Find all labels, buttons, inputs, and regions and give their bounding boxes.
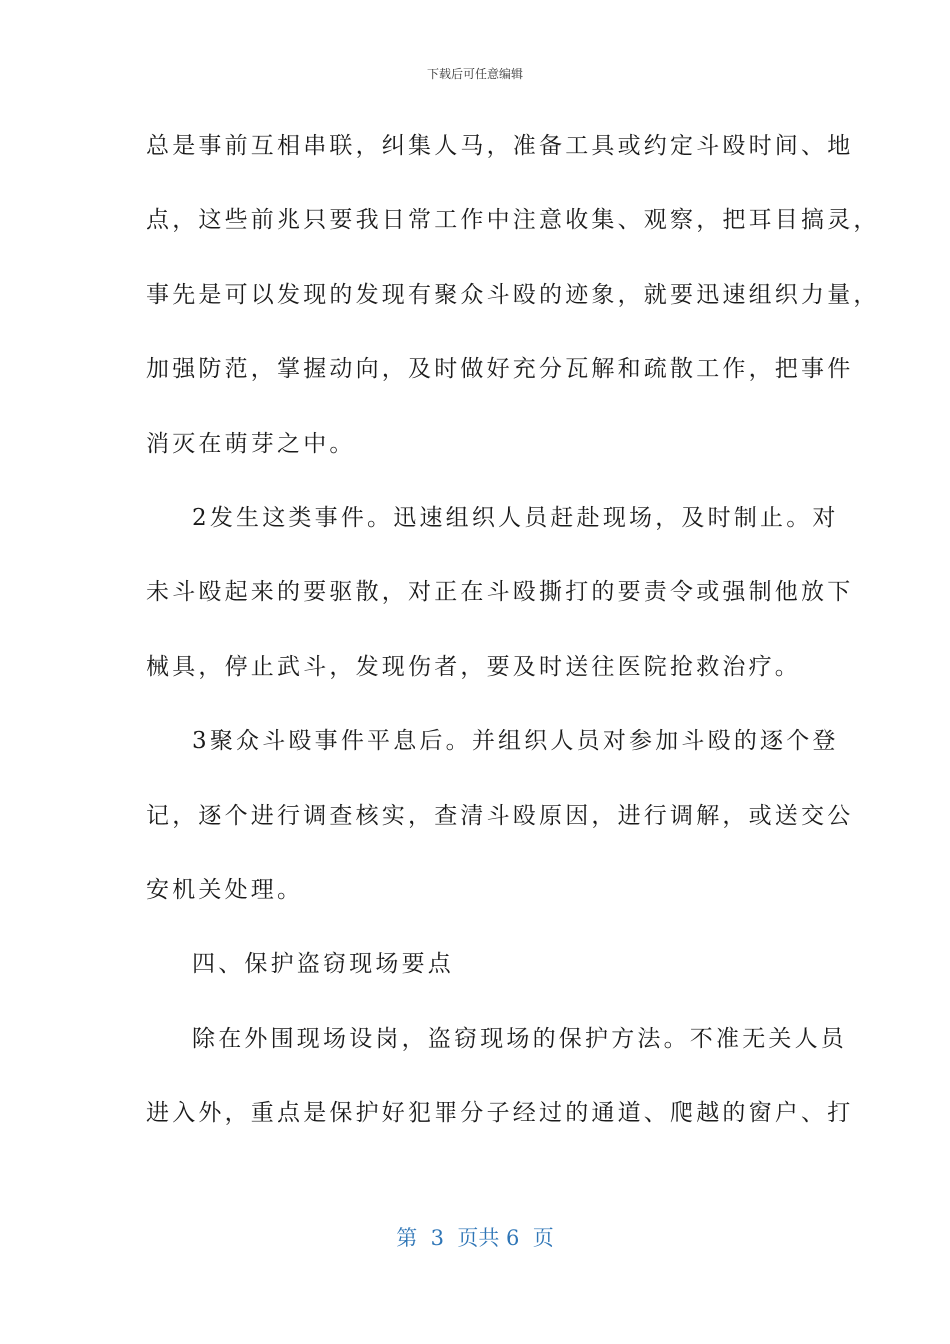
body-line: 进入外，重点是保护好犯罪分子经过的通道、爬越的窗户、打 (146, 1100, 854, 1127)
paragraph-start-line: 除在外围现场设岗，盗窃现场的保护方法。不准无关人员 (192, 1025, 847, 1052)
body-line: 加强防范，掌握动向，及时做好充分瓦解和疏散工作，把事件 (146, 356, 854, 383)
page-number-footer: 第 3 页共 6 页 (396, 1226, 554, 1250)
body-line: 消灭在萌芽之中。 (146, 430, 356, 457)
body-line: 未斗殴起来的要驱散，对正在斗殴撕打的要责令或强制他放下 (146, 579, 854, 606)
body-line: 械具，停止武斗，发现伤者，要及时送往医院抢救治疗。 (146, 653, 801, 680)
paragraph-start-line: 3聚众斗殴事件平息后。并组织人员对参加斗殴的逐个登 (192, 728, 839, 755)
section-heading: 四、保护盗窃现场要点 (192, 951, 454, 978)
paragraph-start-line: 2发生这类事件。迅速组织人员赶赴现场，及时制止。对 (192, 504, 839, 531)
page-header: 下载后可任意编辑 (426, 67, 523, 81)
body-line: 总是事前互相串联，纠集人马，准备工具或约定斗殴时间、地 (146, 133, 854, 159)
body-line: 点，这些前兆只要我日常工作中注意收集、观察，把耳目搞灵， (146, 207, 880, 234)
body-line: 记，逐个进行调查核实，查清斗殴原因，进行调解，或送交公 (146, 802, 854, 829)
body-line: 安机关处理。 (146, 876, 304, 903)
body-line: 事先是可以发现的发现有聚众斗殴的迹象，就要迅速组织力量， (146, 281, 880, 308)
document-body (146, 122, 880, 1163)
